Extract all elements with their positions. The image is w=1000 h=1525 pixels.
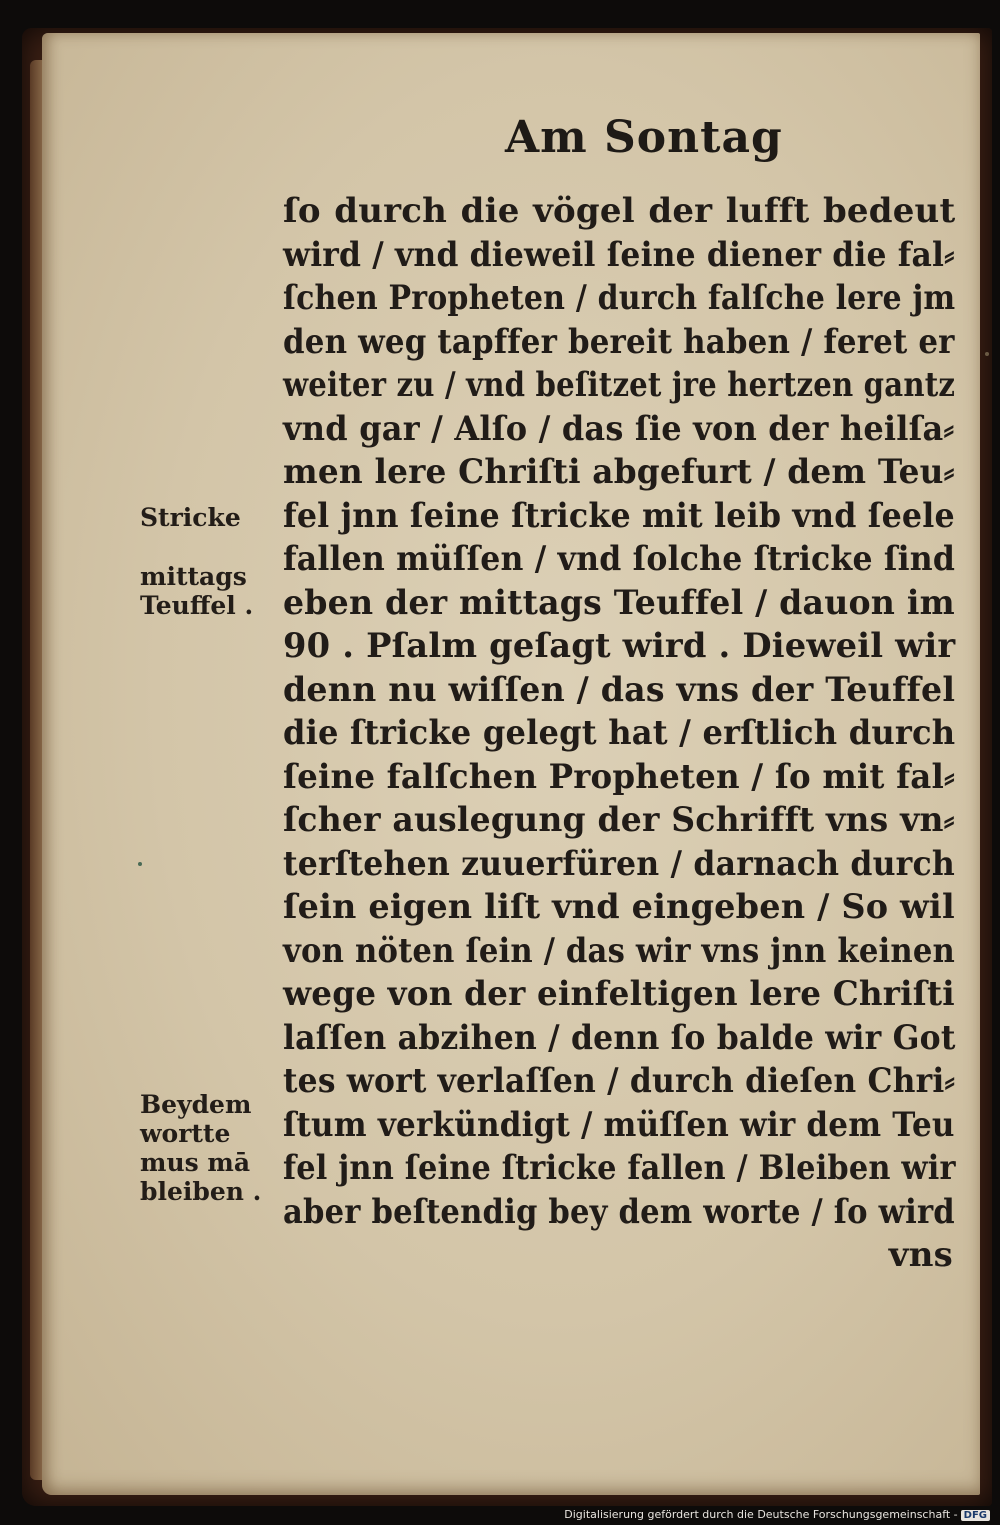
text-line: ſeine falſchen Propheten / ſo mit fal⸗: [283, 756, 956, 797]
text-line: ſtum verkündigt / müſſen wir dem Teu: [283, 1104, 955, 1145]
text-line: vns: [888, 1235, 953, 1275]
text-line: tes wort verlaſſen / durch dieſen Chri⸗: [283, 1061, 956, 1101]
text-line: aber beſtendig bey dem worte / ſo wird: [283, 1191, 955, 1232]
text-line: die ſtricke gelegt hat / erſtlich durch: [283, 713, 956, 753]
text-line: denn nu wiſſen / das vns der Teuffel: [283, 669, 956, 710]
running-header: [0, 112, 1000, 172]
margin-note-line: mittags: [140, 562, 247, 591]
text-line: von nöten ſein / das wir vns jnn keinen: [283, 930, 955, 971]
text-line: eben der mittags Teuffel / dauon im: [283, 582, 955, 623]
text-line: ſo durch die vögel der lufft bedeut: [283, 191, 956, 231]
credit-text: Digitalisierung gefördert durch die Deutsche Forschungsgemeinschaft -: [564, 1508, 958, 1521]
ink-speck: [985, 352, 989, 356]
margin-note-line: Beydem: [140, 1090, 252, 1119]
ink-speck: [138, 862, 142, 866]
digitization-credit: [564, 1508, 990, 1521]
text-line: fallen müſſen / vnd ſolche ſtricke ſind: [283, 539, 956, 579]
text-line: laſſen abzihen / denn ſo balde wir Got: [283, 1017, 956, 1058]
margin-note-line: bleiben .: [140, 1177, 262, 1206]
text-line: 90 . Pſalm geſagt wird . Dieweil wir: [283, 626, 956, 666]
text-line: terſtehen zuuerfüren / darnach durch: [283, 843, 955, 884]
dfg-logo: DFG: [961, 1510, 990, 1521]
text-line: ſein eigen liſt vnd eingeben / So wil: [283, 887, 955, 927]
margin-note-line: Teuffel .: [140, 591, 254, 620]
text-line: ſcher auslegung der Schrifft vns vn⸗: [283, 800, 955, 840]
text-line: den weg tapffer bereit haben / feret er: [283, 321, 955, 362]
text-line: ſchen Propheten / durch falſche lere jm: [283, 278, 956, 318]
margin-note-beydem-wortte: [140, 1090, 270, 1206]
text-line: weiter zu / vnd beſitzet jre hertzen gantz: [283, 365, 956, 405]
text-line: fel jnn ſeine ſtricke fallen / Bleiben wir: [283, 1148, 956, 1188]
page-title: Am Sontag: [505, 112, 783, 163]
margin-note-line: wortte: [140, 1119, 231, 1148]
text-line: men lere Chriſti abgefurt / dem Teu⸗: [283, 452, 955, 492]
text-line: vnd gar / Alſo / das ſie von der heilſa⸗: [283, 408, 955, 449]
text-line: fel jnn ſeine ſtricke mit leib vnd ſeele: [283, 495, 955, 536]
margin-note-stricke: [140, 503, 270, 532]
margin-note-line: Stricke: [140, 503, 241, 532]
text-line: wege von der einfeltigen lere Chriſti: [283, 974, 955, 1014]
text-line: wird / vnd dieweil ſeine diener die fal⸗: [283, 234, 955, 275]
margin-note-line: mus mā: [140, 1148, 251, 1177]
main-text-block: [283, 190, 963, 1278]
margin-note-mittags-teuffel: [140, 562, 270, 620]
